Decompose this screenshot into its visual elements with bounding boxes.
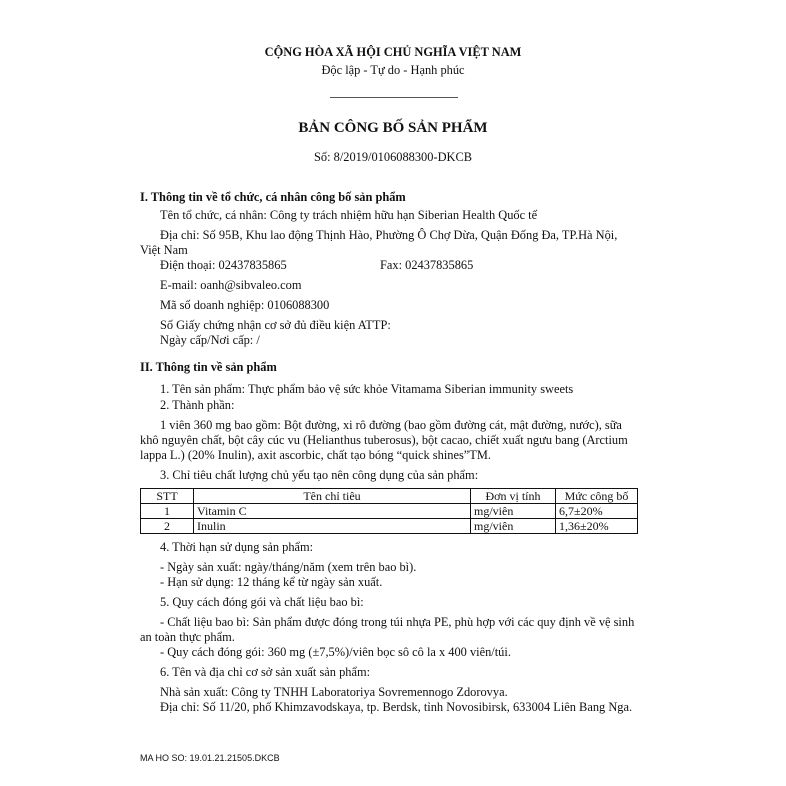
mfg-date: - Ngày sản xuất: ngày/tháng/năm (xem trên bao bì). [160, 560, 417, 574]
certificate: Số Giấy chứng nhận cơ sở đủ điều kiện ATTP: [160, 318, 391, 332]
header-level: Mức công bố [556, 489, 638, 504]
fax: Fax: 02437835865 [380, 258, 474, 272]
manufacturer: Nhà sản xuất: Công ty TNHH Laboratoriya Sovremennogo Zdorovya. [160, 685, 508, 699]
org-address: Địa chỉ: Số 95B, Khu lao động Thịnh Hào, Phường Ô Chợ Dừa, Quận Đống Đa, TP.Hà Nội, Việt Nam [140, 228, 618, 257]
cell-stt: 1 [141, 504, 194, 519]
divider [330, 97, 458, 98]
cell-stt: 2 [141, 519, 194, 534]
ingredients-label: 2. Thành phần: [160, 398, 235, 412]
header-unit: Đơn vị tính [471, 489, 556, 504]
document-number: Số: 8/2019/0106088300-DKCB [314, 150, 472, 164]
quality-table [140, 488, 638, 534]
header-name: Tên chỉ tiêu [194, 489, 471, 504]
manufacturer-address: Địa chỉ: Số 11/20, phố Khimzavodskaya, tp. Berdsk, tỉnh Novosibirsk, 633004 Liên Bang Nga. [160, 700, 633, 714]
document-title: BẢN CÔNG BỐ SẢN PHẨM [298, 120, 488, 136]
shelf-life-label: 4. Thời hạn sử dụng sản phẩm: [160, 540, 314, 554]
packing-spec: - Quy cách đóng gói: 360 mg (±7,5%)/viên bọc sô cô la x 400 viên/túi. [160, 645, 511, 659]
ingredients: 1 viên 360 mg bao gồm: Bột đường, xi rô đường (bao gồm đường cát, mật đường, nước), sữa khô nguyên chất, bột cây cúc vu (Helianthus tuberosus), bột cacao, chiết xuất ngưu bang (Arctium lappa L.) (20% Inulin), axit ascorbic, chất tạo bóng “quick shines”TM. [140, 418, 628, 462]
cell-unit: mg/viên [471, 519, 556, 534]
packing-label: 5. Quy cách đóng gói và chất liệu bao bì: [160, 595, 364, 609]
cell-unit: mg/viên [471, 504, 556, 519]
motto: Độc lập - Tự do - Hạnh phúc [321, 63, 465, 77]
header-stt: STT [141, 489, 194, 504]
cell-level: 1,36±20% [556, 519, 638, 534]
issue-info: Ngày cấp/Nơi cấp: / [160, 333, 260, 347]
table-header-row [141, 489, 638, 504]
table-row [141, 519, 638, 534]
expiry: - Hạn sử dụng: 12 tháng kể từ ngày sản xuất. [160, 575, 383, 589]
cell-name: Vitamin C [194, 504, 471, 519]
cell-name: Inulin [194, 519, 471, 534]
country-heading: CỘNG HÒA XÃ HỘI CHỦ NGHĨA VIỆT NAM [264, 45, 522, 59]
table-row [141, 504, 638, 519]
phone: Điện thoại: 02437835865 [160, 258, 287, 272]
section2-heading: II. Thông tin về sản phẩm [140, 360, 277, 374]
manufacturer-label: 6. Tên và địa chỉ cơ sở sản xuất sản phẩm: [160, 665, 371, 679]
file-code: MA HO SO: 19.01.21.21505.DKCB [140, 753, 280, 763]
org-name: Tên tổ chức, cá nhân: Công ty trách nhiệm hữu hạn Siberian Health Quốc tế [160, 208, 538, 222]
tax-code: Mã số doanh nghiệp: 0106088300 [160, 298, 330, 312]
section1-heading: I. Thông tin về tổ chức, cá nhân công bố sản phẩm [140, 190, 406, 204]
packaging-material: - Chất liệu bao bì: Sản phẩm được đóng trong túi nhựa PE, phù hợp với các quy định về vệ sinh an toàn thực phẩm. [140, 615, 635, 644]
product-name: 1. Tên sản phẩm: Thực phẩm bảo vệ sức khỏe Vitamama Siberian immunity sweets [160, 382, 574, 396]
quality-label: 3. Chỉ tiêu chất lượng chủ yếu tạo nên công dụng của sản phẩm: [160, 468, 479, 482]
email: E-mail: oanh@sibvaleo.com [160, 278, 302, 292]
cell-level: 6,7±20% [556, 504, 638, 519]
